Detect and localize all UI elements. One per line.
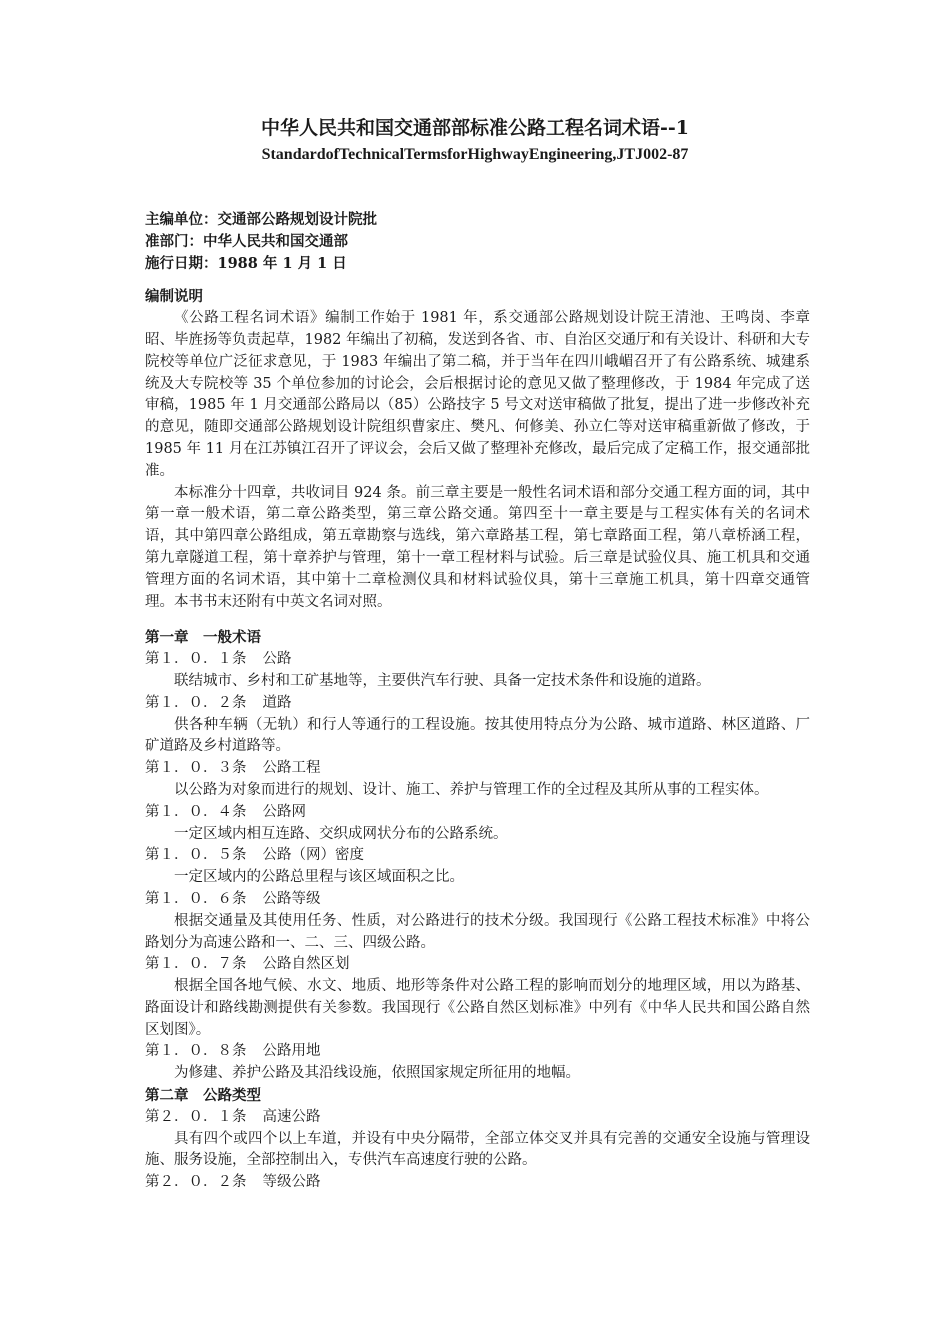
clause-number: 第１．０．１条 xyxy=(145,651,247,668)
meta-line-department: 准部门：中华人民共和国交通部 xyxy=(145,232,348,250)
intro-paragraph: 《公路工程名词术语》编制工作始于 1981 年，系交通部公路规划设计院王清池、王鸣岗、李章昭、毕旌扬等负责起草，1982 年编出了初稿，发送到各省、市、自治区交通厅和有关设计、科研和大专院校等单位广泛征求意见，于 1983 年编出了第二稿，并于当年在四川峨嵋召开了有公路系统、城建系统及大专院校等 35 个单位参加的讨论会，会后根据讨论的意见又做了整理修改，于 1984 年完成了送审稿，1985 年 1 月交通部公路局以（85）公路技字 5 号文对送审稿做了批复，提出了进一步修改补充的意见，随即交通部公路规划设计院组织曹家庄、樊凡、何修美、孙立仁等对送审稿重新做了修改，于 1985 年 11 月在江苏镇江召开了评议会，会后又做了整理补充修改，最后完成了定稿工作，报交通部批准。 xyxy=(145,310,811,479)
clause-term: 公路等级 xyxy=(262,890,321,907)
document-title: 中华人民共和国交通部部标准公路工程名词术语--1 xyxy=(261,117,689,139)
clause-definition: 以公路为对象而进行的规划、设计、施工、养护与管理工作的全过程及其所从事的工程实体。 xyxy=(174,781,769,798)
clause-definition: 一定区域内的公路总里程与该区域面积之比。 xyxy=(174,869,464,886)
clause-number: 第１．０．４条 xyxy=(145,803,247,820)
clause-definition: 具有四个或四个以上车道，并设有中央分隔带，全部立体交叉并具有完善的交通安全设施与管理设施、服务设施，全部控制出入，专供汽车高速度行驶的公路。 xyxy=(145,1130,810,1169)
clause-number: 第１．０．７条 xyxy=(145,956,247,973)
clause-number: 第２．０．２条 xyxy=(145,1174,247,1191)
clause-heading xyxy=(145,954,810,976)
document-title-english: StandardofTechnicalTermsforHighwayEngineering,JTJ002-87 xyxy=(261,146,689,163)
document-body xyxy=(145,209,810,1194)
clause-term: 道路 xyxy=(262,694,292,711)
clause-term: 公路用地 xyxy=(262,1043,321,1060)
clause-definition: 为修建、养护公路及其沿线设施，依照国家规定所征用的地幅。 xyxy=(174,1065,580,1082)
clause-term: 等级公路 xyxy=(262,1174,321,1191)
clause-definition: 联结城市、乡村和工矿基地等，主要供汽车行驶、具备一定技术条件和设施的道路。 xyxy=(174,672,711,689)
clause-term: 公路网 xyxy=(262,803,306,820)
clause-number: 第１．０．２条 xyxy=(145,694,247,711)
clause-heading xyxy=(145,1172,810,1194)
clause-heading xyxy=(145,649,810,671)
clause-term: 公路 xyxy=(262,651,292,668)
intro-heading: 编制说明 xyxy=(145,288,203,306)
chapter-heading: 第一章 一般术语 xyxy=(145,629,261,647)
clause-number: 第１．０．６条 xyxy=(145,890,247,907)
clause-term: 高速公路 xyxy=(262,1108,321,1125)
clause-heading xyxy=(145,889,810,911)
clause-definition: 一定区域内相互连路、交织成网状分布的公路系统。 xyxy=(174,825,508,842)
clause-number: 第１．０．３条 xyxy=(145,760,247,777)
meta-line-editor: 主编单位：交通部公路规划设计院批 xyxy=(145,211,377,228)
clause-heading xyxy=(145,845,810,867)
clause-heading xyxy=(145,1041,810,1063)
clause-definition: 供各种车辆（无轨）和行人等通行的工程设施。按其使用特点分为公路、城市道路、林区道路、厂矿道路及乡村道路等。 xyxy=(145,716,810,755)
chapter-heading: 第二章 公路类型 xyxy=(145,1087,261,1105)
clause-term: 公路自然区划 xyxy=(262,956,350,973)
meta-line-date: 施行日期：1988 年 1 月 1 日 xyxy=(145,254,347,272)
clause-number: 第１．０．５条 xyxy=(145,847,247,864)
clause-definition: 根据交通量及其使用任务、性质，对公路进行的技术分级。我国现行《公路工程技术标准》中将公路划分为高速公路和一、二、三、四级公路。 xyxy=(145,912,810,951)
clause-heading xyxy=(145,1107,810,1129)
clause-term: 公路（网）密度 xyxy=(262,847,364,864)
clause-term: 公路工程 xyxy=(262,760,321,777)
clause-number: 第２．０．１条 xyxy=(145,1108,247,1125)
clause-heading xyxy=(145,802,810,824)
clause-definition: 根据全国各地气候、水文、地质、地形等条件对公路工程的影响而划分的地理区域，用以为路基、路面设计和路线勘测提供有关参数。我国现行《公路自然区划标准》中列有《中华人民共和国公路自然区划图》。 xyxy=(145,978,810,1038)
clause-heading xyxy=(145,758,810,780)
clause-heading xyxy=(145,693,810,715)
intro-paragraph: 本标准分十四章，共收词目 924 条。前三章主要是一般性名词术语和部分交通工程方面的词，其中第一章一般术语，第二章公路类型，第三章公路交通。第四至十一章主要是与工程实体有关的名词术语，其中第四章公路组成，第五章勘察与选线，第六章路基工程，第七章路面工程，第八章桥涵工程，第九章隧道工程，第十章养护与管理，第十一章工程材料与试验。后三章是试验仪具、施工机具和交通管理方面的名词术语，其中第十二章检测仪具和材料试验仪具，第十三章施工机具，第十四章交通管理。本书书末还附有中英文名词对照。 xyxy=(145,484,810,610)
clause-number: 第１．０．８条 xyxy=(145,1043,247,1060)
